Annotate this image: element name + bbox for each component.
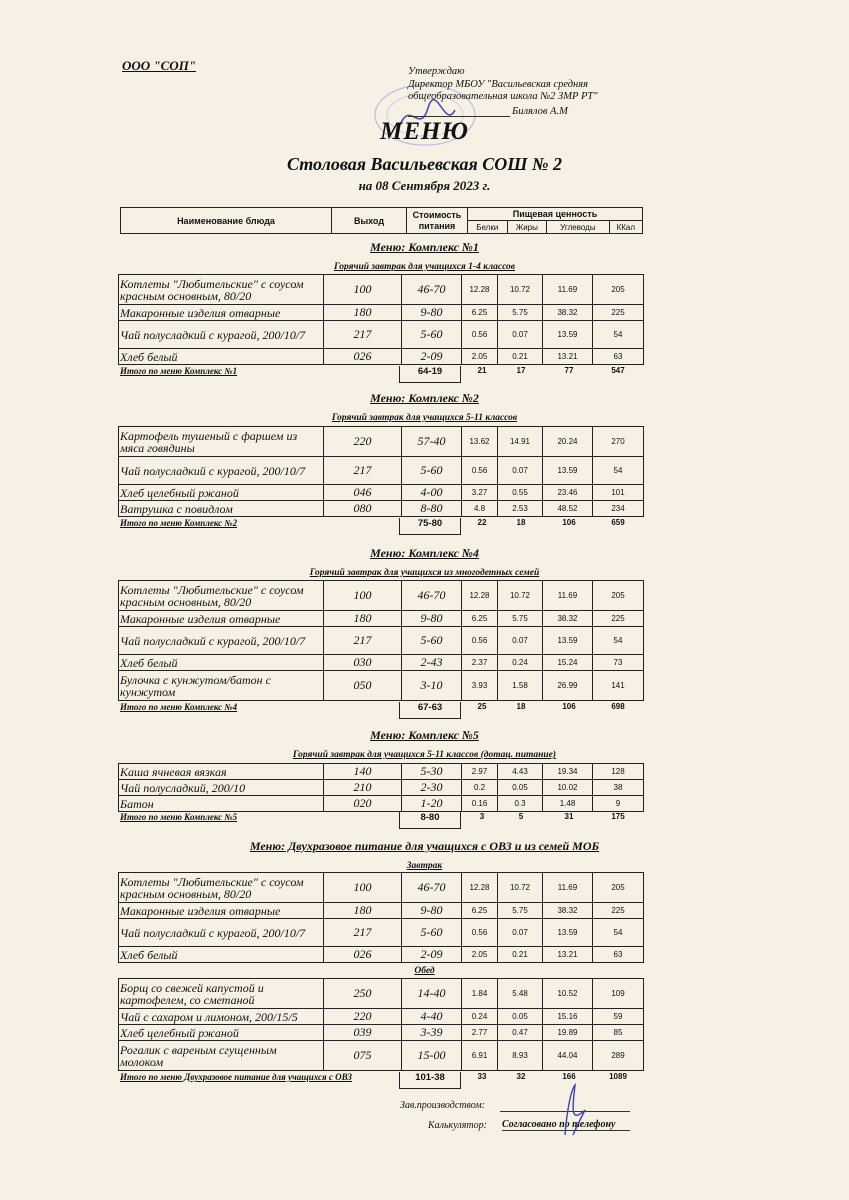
dish-name: Чай с сахаром и лимоном, 200/15/5 [119, 1009, 324, 1025]
col-nutrition: Пищевая ценность [468, 208, 643, 221]
dish-output: 217 [324, 919, 402, 947]
dish-carbs: 11.69 [543, 581, 593, 611]
table-row [119, 627, 644, 655]
total-kcal: 659 [611, 518, 625, 527]
dish-kcal: 205 [593, 275, 644, 305]
dish-carbs: 15.16 [543, 1009, 593, 1025]
dish-output: 075 [324, 1041, 402, 1071]
dish-fats: 0.05 [498, 780, 543, 796]
calculator-label: Калькулятор: [428, 1120, 487, 1131]
total-kcal: 1089 [609, 1072, 627, 1081]
total-carbs: 77 [564, 366, 574, 375]
table-row [119, 903, 644, 919]
section-title: Меню: Комплекс №4 [370, 546, 479, 560]
dish-carbs: 13.59 [543, 627, 593, 655]
dish-carbs: 11.69 [543, 873, 593, 903]
dish-fats: 0.07 [498, 457, 543, 485]
dish-output: 100 [324, 581, 402, 611]
dish-name: Хлеб белый [119, 655, 324, 671]
total-row [118, 702, 643, 719]
dish-fats: 5.75 [498, 903, 543, 919]
section-subtitle: Горячий завтрак для учащихся из многодетных семей [309, 568, 540, 578]
approve-line: Директор МБОУ "Васильевская средняя [408, 78, 589, 90]
dish-proteins: 2.05 [462, 349, 498, 365]
table-row [119, 671, 644, 701]
dish-name: Макаронные изделия отварные [119, 305, 324, 321]
col-name: Наименование блюда [121, 208, 332, 234]
dish-fats: 14.91 [498, 427, 543, 457]
table-row [119, 979, 644, 1009]
dish-carbs: 44.04 [543, 1041, 593, 1071]
dish-proteins: 0.56 [462, 321, 498, 349]
table-row [119, 1025, 644, 1041]
section-subtitle: Горячий завтрак для учащихся 1-4 классов [333, 262, 516, 272]
dish-price: 14-40 [402, 979, 462, 1009]
dish-kcal: 38 [593, 780, 644, 796]
dish-output: 210 [324, 780, 402, 796]
dish-carbs: 11.69 [543, 275, 593, 305]
signature-scribble [545, 1080, 595, 1140]
menu-table [118, 580, 644, 701]
col-output: Выход [332, 208, 407, 234]
table-row [119, 501, 644, 517]
col-price: Стоимость питания [407, 208, 468, 234]
dish-output: 046 [324, 485, 402, 501]
table-row [119, 764, 644, 780]
dish-carbs: 13.59 [543, 457, 593, 485]
section-subtitle-lunch: Обед [414, 966, 435, 976]
dish-kcal: 225 [593, 305, 644, 321]
total-row [118, 518, 643, 535]
dish-carbs: 20.24 [543, 427, 593, 457]
dish-output: 026 [324, 947, 402, 963]
total-fats: 18 [516, 702, 526, 711]
dish-name: Котлеты "Любительские" с соусом красным основным, 80/20 [119, 275, 324, 305]
page-title: МЕНЮ [380, 118, 469, 145]
dish-price: 46-70 [402, 873, 462, 903]
dish-proteins: 6.25 [462, 903, 498, 919]
dish-fats: 5.48 [498, 979, 543, 1009]
dish-name: Котлеты "Любительские" с соусом красным основным, 80/20 [119, 581, 324, 611]
total-fats: 5 [518, 812, 524, 821]
section-subtitle: Завтрак [406, 861, 443, 871]
approve-line: общеобразовательная школа №2 ЗМР РТ" [408, 91, 598, 102]
section-title: Меню: Комплекс №1 [370, 240, 479, 254]
dish-fats: 4.43 [498, 764, 543, 780]
dish-name: Чай полусладкий, 200/10 [119, 780, 324, 796]
dish-fats: 0.05 [498, 1009, 543, 1025]
total-label: Итого по меню Комплекс №4 [120, 702, 238, 712]
dish-price: 57-40 [402, 427, 462, 457]
dish-kcal: 141 [593, 671, 644, 701]
table-row [119, 1041, 644, 1071]
dish-price: 2-09 [402, 349, 462, 365]
section-title: Меню: Двухразовое питание для учащихся с ОВЗ и из семей МОБ [249, 839, 600, 853]
dish-name: Чай полусладкий с курагой, 200/10/7 [119, 627, 324, 655]
dish-carbs: 23.46 [543, 485, 593, 501]
total-carbs: 106 [562, 518, 576, 527]
table-row [119, 780, 644, 796]
dish-kcal: 85 [593, 1025, 644, 1041]
dish-carbs: 38.32 [543, 903, 593, 919]
total-row [118, 812, 643, 829]
section-title: Меню: Комплекс №2 [370, 391, 479, 405]
dish-name: Хлеб белый [119, 947, 324, 963]
dish-proteins: 0.24 [462, 1009, 498, 1025]
approve-line: Утверждаю [408, 66, 465, 77]
dish-output: 180 [324, 611, 402, 627]
dish-name: Рогалик с вареным сгущенным молоком [119, 1041, 324, 1071]
dish-fats: 0.07 [498, 627, 543, 655]
dish-fats: 0.55 [498, 485, 543, 501]
menu-table [118, 763, 644, 812]
dish-carbs: 10.02 [543, 780, 593, 796]
dish-price: 8-80 [402, 501, 462, 517]
section-title: Меню: Комплекс №5 [370, 728, 479, 742]
dish-price: 2-30 [402, 780, 462, 796]
dish-price: 46-70 [402, 275, 462, 305]
dish-proteins: 12.28 [462, 581, 498, 611]
dish-kcal: 128 [593, 764, 644, 780]
dish-name: Хлеб целебный ржаной [119, 1025, 324, 1041]
dish-name: Чай полусладкий с курагой, 200/10/7 [119, 919, 324, 947]
total-kcal: 698 [611, 702, 625, 711]
dish-carbs: 38.32 [543, 305, 593, 321]
menu-table [118, 978, 644, 1071]
total-price: 64-19 [399, 366, 461, 383]
dish-proteins: 2.97 [462, 764, 498, 780]
dish-carbs: 10.52 [543, 979, 593, 1009]
dish-price: 5-60 [402, 919, 462, 947]
dish-fats: 10.72 [498, 275, 543, 305]
dish-output: 050 [324, 671, 402, 701]
dish-name: Котлеты "Любительские" с соусом красным основным, 80/20 [119, 873, 324, 903]
dish-proteins: 0.56 [462, 919, 498, 947]
total-fats: 17 [516, 366, 526, 375]
dish-output: 100 [324, 873, 402, 903]
dish-kcal: 63 [593, 947, 644, 963]
dish-fats: 10.72 [498, 581, 543, 611]
dish-fats: 2.53 [498, 501, 543, 517]
menu-table [118, 426, 644, 517]
dish-price: 5-30 [402, 764, 462, 780]
section-subtitle: Горячий завтрак для учащихся 5-11 классов [331, 413, 518, 423]
dish-name: Макаронные изделия отварные [119, 903, 324, 919]
dish-kcal: 9 [593, 796, 644, 812]
production-label: Зав.производством: [400, 1100, 486, 1111]
total-kcal: 175 [611, 812, 625, 821]
dish-carbs: 13.59 [543, 919, 593, 947]
dish-carbs: 13.59 [543, 321, 593, 349]
dish-price: 46-70 [402, 581, 462, 611]
table-row [119, 919, 644, 947]
dish-kcal: 109 [593, 979, 644, 1009]
dish-carbs: 13.21 [543, 349, 593, 365]
dish-name: Хлеб целебный ржаной [119, 485, 324, 501]
company-name: ООО "СОП" [122, 58, 197, 73]
dish-name: Булочка с кунжутом/батон с кунжутом [119, 671, 324, 701]
dish-output: 030 [324, 655, 402, 671]
total-carbs: 106 [562, 702, 576, 711]
column-header [120, 207, 643, 234]
table-row [119, 796, 644, 812]
dish-name: Чай полусладкий с курагой, 200/10/7 [119, 321, 324, 349]
dish-kcal: 289 [593, 1041, 644, 1071]
approval-block [408, 66, 598, 104]
dish-fats: 0.47 [498, 1025, 543, 1041]
dish-price: 4-00 [402, 485, 462, 501]
dish-proteins: 12.28 [462, 873, 498, 903]
dish-price: 9-80 [402, 305, 462, 321]
dish-price: 4-40 [402, 1009, 462, 1025]
col-carbs: Углеводы [547, 221, 610, 234]
dish-kcal: 54 [593, 457, 644, 485]
dish-fats: 0.21 [498, 947, 543, 963]
dish-fats: 0.3 [498, 796, 543, 812]
total-label: Итого по меню Комплекс №2 [120, 518, 238, 528]
table-row [119, 321, 644, 349]
dish-fats: 5.75 [498, 305, 543, 321]
table-row [119, 275, 644, 305]
dish-proteins: 2.77 [462, 1025, 498, 1041]
dish-kcal: 205 [593, 581, 644, 611]
dish-proteins: 6.25 [462, 305, 498, 321]
dish-proteins: 0.56 [462, 457, 498, 485]
dish-carbs: 38.32 [543, 611, 593, 627]
calculator-value: Согласовано по телефону [502, 1119, 630, 1131]
total-carbs: 166 [562, 1072, 576, 1081]
section-subtitle: Горячий завтрак для учащихся 5-11 классов (дотац. питание) [292, 750, 557, 760]
total-label: Итого по меню Комплекс №5 [120, 812, 238, 822]
dish-kcal: 54 [593, 321, 644, 349]
page-subtitle: Столовая Васильевская СОШ № 2 [287, 154, 562, 174]
dish-output: 217 [324, 321, 402, 349]
dish-kcal: 270 [593, 427, 644, 457]
table-row [119, 349, 644, 365]
table-row [119, 485, 644, 501]
dish-kcal: 101 [593, 485, 644, 501]
dish-output: 180 [324, 305, 402, 321]
dish-price: 3-39 [402, 1025, 462, 1041]
dish-price: 3-10 [402, 671, 462, 701]
dish-proteins: 2.05 [462, 947, 498, 963]
dish-fats: 1.58 [498, 671, 543, 701]
signer-name: Билялов А.М [512, 106, 568, 117]
col-proteins: Белки [468, 221, 508, 234]
dish-fats: 0.21 [498, 349, 543, 365]
dish-output: 220 [324, 427, 402, 457]
total-proteins: 3 [479, 812, 485, 821]
dish-name: Ватрушка с повидлом [119, 501, 324, 517]
table-row [119, 581, 644, 611]
table-row [119, 457, 644, 485]
dish-output: 217 [324, 457, 402, 485]
total-kcal: 547 [611, 366, 625, 375]
dish-kcal: 234 [593, 501, 644, 517]
total-fats: 18 [516, 518, 526, 527]
dish-carbs: 15.24 [543, 655, 593, 671]
dish-fats: 0.07 [498, 919, 543, 947]
dish-price: 9-80 [402, 903, 462, 919]
dish-price: 2-09 [402, 947, 462, 963]
dish-carbs: 19.34 [543, 764, 593, 780]
dish-kcal: 73 [593, 655, 644, 671]
dish-price: 15-00 [402, 1041, 462, 1071]
dish-carbs: 13.21 [543, 947, 593, 963]
table-row [119, 305, 644, 321]
table-row [119, 655, 644, 671]
total-proteins: 25 [477, 702, 487, 711]
dish-proteins: 13.62 [462, 427, 498, 457]
dish-fats: 0.07 [498, 321, 543, 349]
dish-kcal: 225 [593, 903, 644, 919]
total-fats: 32 [516, 1072, 526, 1081]
dish-fats: 8.93 [498, 1041, 543, 1071]
menu-table [118, 872, 644, 963]
dish-proteins: 4.8 [462, 501, 498, 517]
dish-output: 220 [324, 1009, 402, 1025]
total-price: 67-63 [399, 702, 461, 719]
dish-kcal: 54 [593, 919, 644, 947]
dish-fats: 0.24 [498, 655, 543, 671]
dish-fats: 10.72 [498, 873, 543, 903]
total-row [118, 366, 643, 383]
dish-carbs: 48.52 [543, 501, 593, 517]
dish-output: 026 [324, 349, 402, 365]
table-row [119, 427, 644, 457]
dish-output: 140 [324, 764, 402, 780]
dish-name: Батон [119, 796, 324, 812]
dish-output: 217 [324, 627, 402, 655]
dish-proteins: 0.16 [462, 796, 498, 812]
dish-output: 100 [324, 275, 402, 305]
dish-kcal: 54 [593, 627, 644, 655]
total-proteins: 21 [477, 366, 487, 375]
dish-price: 9-80 [402, 611, 462, 627]
total-price: 8-80 [399, 812, 461, 829]
total-price: 75-80 [399, 518, 461, 535]
dish-fats: 5.75 [498, 611, 543, 627]
dish-price: 5-60 [402, 321, 462, 349]
dish-carbs: 19.89 [543, 1025, 593, 1041]
table-row [119, 873, 644, 903]
dish-proteins: 0.2 [462, 780, 498, 796]
dish-price: 5-60 [402, 457, 462, 485]
signature-line [408, 116, 510, 117]
dish-price: 2-43 [402, 655, 462, 671]
table-row [119, 947, 644, 963]
dish-name: Каша ячневая вязкая [119, 764, 324, 780]
dish-output: 020 [324, 796, 402, 812]
dish-proteins: 1.84 [462, 979, 498, 1009]
dish-output: 039 [324, 1025, 402, 1041]
dish-carbs: 26.99 [543, 671, 593, 701]
dish-proteins: 6.25 [462, 611, 498, 627]
dish-kcal: 225 [593, 611, 644, 627]
dish-output: 250 [324, 979, 402, 1009]
dish-kcal: 63 [593, 349, 644, 365]
table-row [119, 611, 644, 627]
dish-name: Чай полусладкий с курагой, 200/10/7 [119, 457, 324, 485]
dish-proteins: 12.28 [462, 275, 498, 305]
table-row [119, 1009, 644, 1025]
dish-name: Хлеб белый [119, 349, 324, 365]
dish-output: 080 [324, 501, 402, 517]
menu-date: на 08 Сентября 2023 г. [358, 178, 491, 193]
dish-price: 1-20 [402, 796, 462, 812]
dish-name: Картофель тушеный с фаршем из мяса говядины [119, 427, 324, 457]
total-proteins: 33 [477, 1072, 487, 1081]
dish-name: Макаронные изделия отварные [119, 611, 324, 627]
dish-output: 180 [324, 903, 402, 919]
total-price: 101-38 [399, 1072, 461, 1089]
dish-proteins: 3.27 [462, 485, 498, 501]
total-proteins: 22 [477, 518, 487, 527]
dish-carbs: 1.48 [543, 796, 593, 812]
dish-name: Борщ со свежей капустой и картофелем, со сметаной [119, 979, 324, 1009]
total-label: Итого по меню Комплекс №1 [120, 366, 238, 376]
col-fats: Жиры [507, 221, 547, 234]
dish-proteins: 6.91 [462, 1041, 498, 1071]
dish-kcal: 205 [593, 873, 644, 903]
total-carbs: 31 [564, 812, 574, 821]
col-kcal: ККал [609, 221, 642, 234]
dish-proteins: 2.37 [462, 655, 498, 671]
dish-kcal: 59 [593, 1009, 644, 1025]
dish-proteins: 3.93 [462, 671, 498, 701]
dish-proteins: 0.56 [462, 627, 498, 655]
dish-price: 5-60 [402, 627, 462, 655]
menu-table [118, 274, 644, 365]
total-label: Итого по меню Двухразовое питание для учащихся с ОВЗ [120, 1072, 352, 1082]
